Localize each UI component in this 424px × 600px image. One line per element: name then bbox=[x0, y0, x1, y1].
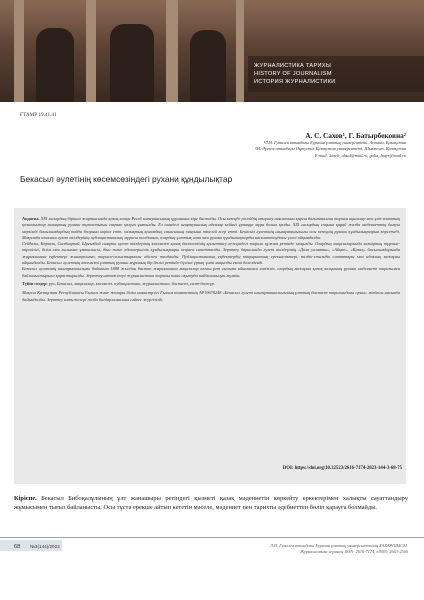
abstract-paragraph-2: Сейдалы, Көркеш, Сыздықтай, Ырғызбай сияқты әулет өкілдерінің көсемсөзі қазақ баспасөзінің қалыптасу кезеңіндегі тарихи құжат ретінде маңызды. Олардың мақалаларында халықтың тұрмыс-тіршілігі, білім мен ғылымға ұмтылысы, діни және адамгершілік құндылықтары кеңінен сипатталды. Зерттеу барысында әулет өкілдерінің «Дала уәлаяты», «Айқап», «Қазақ» басылымдарында жарияланған еңбектері жинақталып, тарихи-салыстырмалы әдіспен талданды. Публицистикалық еңбектердің тақырыптық ерекшеліктері, тілдік-стильдік сипаттары мен идеялық мазмұны айқындалды. Бекасыл әулетінің көсемсөзі ұлттық рухани мұраның бір бөлігі ретінде бүгінгі ұрпақ үшін маңызды екені дәлелденді. bbox=[22, 241, 400, 266]
keywords bbox=[22, 281, 400, 287]
abstract-paragraph-1 bbox=[22, 216, 400, 241]
journal-title-en: HISTORY OF JOURNALISM bbox=[254, 71, 332, 77]
funding-note: Мақала Қазақстан Республикасы Ғылым және жоғары білім министрлігі Ғылым комитетінің AP19678248 «Бекасыл әулеті шығармашылығының ұлттық баспасөз тарихындағы орны» жобасы аясында дайындалды. Зерттеу нәтижелері жоба бағдарламасына сәйкес жүргізілді. bbox=[22, 290, 400, 302]
footer-line-1: Л.Н. Гумилев атындағы Еуразия ұлттық университетінің ХАБАРШЫСЫ. bbox=[270, 543, 408, 548]
introduction bbox=[14, 494, 408, 512]
abstract-paragraph-3: Бекасыл әулетінің шығармашылығы бойынша 1888 жылдан бастап жарияланған мақалалар алғаш рет ғылыми айналымға енгізіліп, олардың мазмұны қазақ халқының рухани мәдениеті тарихымен байланыстырыла қарастырылды. Зерттеу нәтижелері журналистика тарихы пәнін оқытуда пайдаланылуы мүмкін. bbox=[22, 266, 400, 278]
header-photo bbox=[0, 0, 424, 102]
authors: А. С. Сахов¹, Г. Батырбековна² bbox=[305, 131, 406, 140]
affiliation-2: ²М. Әуезов атындағы Оңтүстік Қазақстан университеті, Шымкент, Қазақстан bbox=[255, 146, 406, 152]
footer-journal-info bbox=[270, 543, 408, 555]
classification-code: ҒТАМР 19.41.41 bbox=[20, 112, 57, 118]
journal-title-kz: ЖУРНАЛИСТИКА ТАРИХЫ bbox=[254, 63, 332, 69]
abstract bbox=[22, 216, 400, 303]
affiliations bbox=[136, 140, 406, 159]
page-number: 68 bbox=[14, 544, 21, 550]
footer-line-2: Журналистика сериясы ISSN: 2616-7174, eISSN: 2663-2500 bbox=[300, 549, 408, 554]
journal-title-ru: ИСТОРИЯ ЖУРНАЛИСТИКИ bbox=[254, 79, 336, 85]
footer-divider bbox=[0, 537, 424, 538]
doi-link[interactable]: DOI: https://doi.org/10.32523/2616-7174-2023-144-3-68-75 bbox=[282, 466, 402, 471]
author-emails: E-mail: 2axeb_abzal@mail.ru, galia_batyr@mail.ru bbox=[314, 152, 406, 158]
intro-label: Кіріспе. bbox=[14, 495, 37, 502]
abstract-label: Аңдатпа. bbox=[22, 216, 40, 221]
keywords-text: рух, Бекасыл, мақалалар, көсемсөз, публицистика, журналистика, баспасөз, салт-дәстүр. bbox=[48, 280, 215, 286]
article-title: Бекасыл әулетінің көсемсөзіндегі рухани құндылықтар bbox=[20, 174, 233, 184]
abstract-text-1: XIX ғасырдың бірінші жартысында қазақ халқы Ресей империясының құрамына кіре бастады. Осы кезеңде ресейдің отарлау саясатына қарсы бағытталған тарихи оқиғалар мен ұлт-азаттық қозғалыстар халықтың рухани тұтастығын сақтап қалуға ұмтылды. Ел ішіндегі ағартушылық идеялар кейінгі ұрпаққа мұра болып қалды. XIX ғасырдың соңына қарай жазба мәдениеттің дамуы мерзімді басылымдардың пайда болуына ықпал етіп, халықтың қоғамдық санасының оянуына тікелей әсер етті. Бекасыл әулетінің шығармашылығы осы кезеңнің рухани құндылықтарын көрсетеді. Мақалада аталған әулет өкілдерінің публицистикалық мұрасы талданып, олардың ұлттық сана мен рухани құндылықтарды насихаттаудағы үлесі айқындалды. bbox=[22, 216, 400, 240]
intro-text: Бекасыл Бибоқалұлының ұлт жанашыры ретіндегі қызметі қазақ мәдениетін көркейту еркектерімен халықты сауаттандыру жұмысымен тығыз байланысты. Осы тұста ерекше айтып кететін мәселе, мәдениет пен тарихты әдебиеттен бөліп қарауға болмайды. bbox=[14, 495, 408, 512]
journal-section-title bbox=[254, 62, 335, 86]
issue-number: №3(144)/2023 bbox=[30, 544, 60, 549]
affiliation-1: ¹Л.Н. Гумилев атындағы Еуразия ұлттық университеті, Астана, Қазақстан bbox=[263, 140, 406, 145]
keywords-label: Түйін сөздер: bbox=[22, 280, 48, 286]
